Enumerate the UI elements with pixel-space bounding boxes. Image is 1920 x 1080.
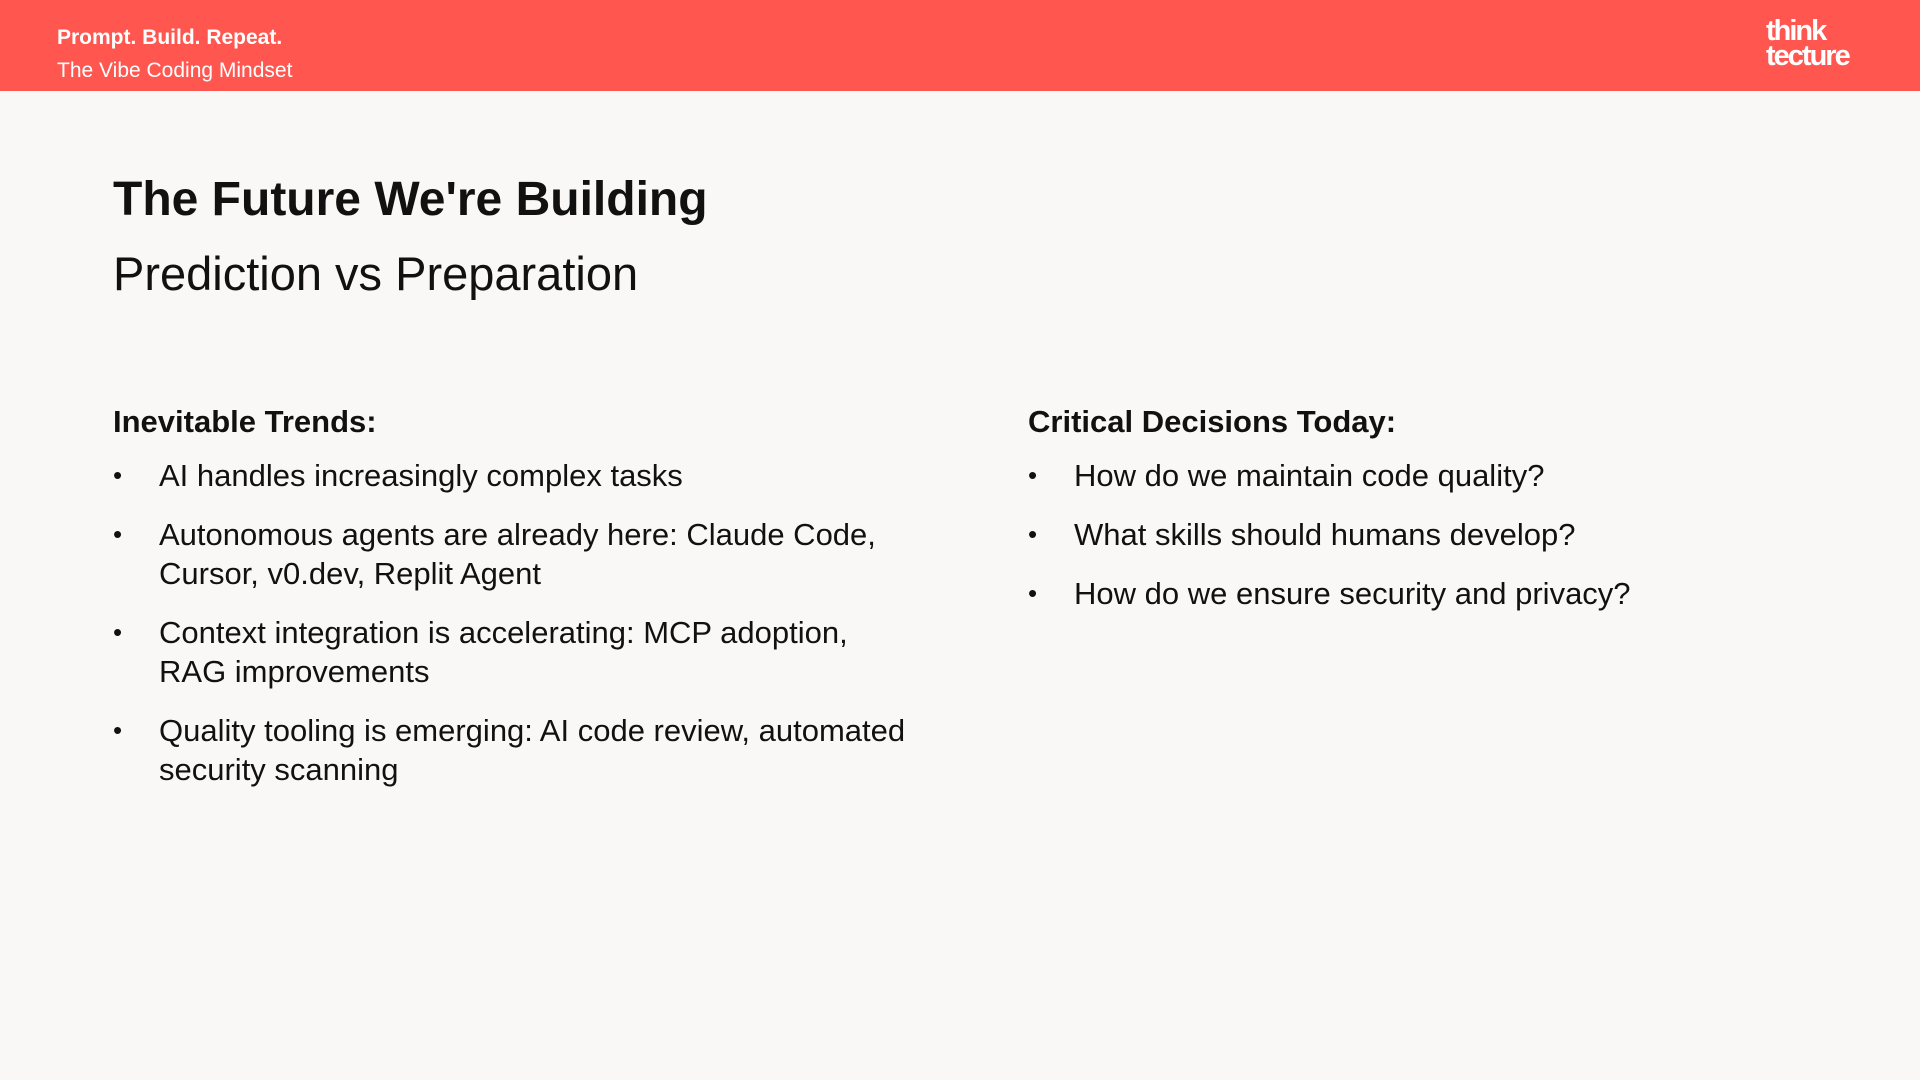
list-item-text: Quality tooling is emerging: AI code review, automated security scanning [159, 713, 906, 787]
slide-subtitle: Prediction vs Preparation [113, 247, 639, 300]
list-item [113, 456, 913, 495]
list-item-text: AI handles increasingly complex tasks [159, 458, 683, 493]
header-title: Prompt. Build. Repeat. [57, 26, 283, 49]
trends-column [113, 400, 913, 809]
bullet-icon: • [1028, 578, 1038, 608]
list-item-text: Autonomous agents are already here: Claude Code, Cursor, v0.dev, Replit Agent [159, 517, 876, 591]
list-item [113, 515, 913, 593]
decisions-heading: Critical Decisions Today: [1028, 404, 1397, 439]
list-item-text: Context integration is accelerating: MCP adoption, RAG improvements [159, 615, 848, 689]
list-item [1028, 515, 1788, 554]
list-item-text: How do we maintain code quality? [1074, 458, 1545, 493]
list-item [1028, 574, 1788, 613]
decisions-list [1028, 456, 1788, 613]
list-item-text: How do we ensure security and privacy? [1074, 576, 1631, 611]
header-subtitle: The Vibe Coding Mindset [57, 59, 293, 82]
bullet-icon: • [113, 715, 123, 745]
list-item [113, 613, 913, 691]
logo-line-think: think [1766, 15, 1826, 47]
decisions-column [1028, 400, 1788, 633]
slide-title: The Future We're Building [113, 173, 708, 226]
trends-heading: Inevitable Trends: [113, 404, 377, 439]
list-item [1028, 456, 1788, 495]
list-item-text: What skills should humans develop? [1074, 517, 1576, 552]
logo-line-tecture: tecture [1766, 40, 1849, 72]
thinktecture-logo [1766, 15, 1866, 72]
bullet-icon: • [1028, 460, 1038, 490]
bullet-icon: • [113, 519, 123, 549]
bullet-icon: • [1028, 519, 1038, 549]
trends-list [113, 456, 913, 789]
header-bar [0, 0, 1920, 91]
bullet-icon: • [113, 617, 123, 647]
bullet-icon: • [113, 460, 123, 490]
list-item [113, 711, 913, 789]
